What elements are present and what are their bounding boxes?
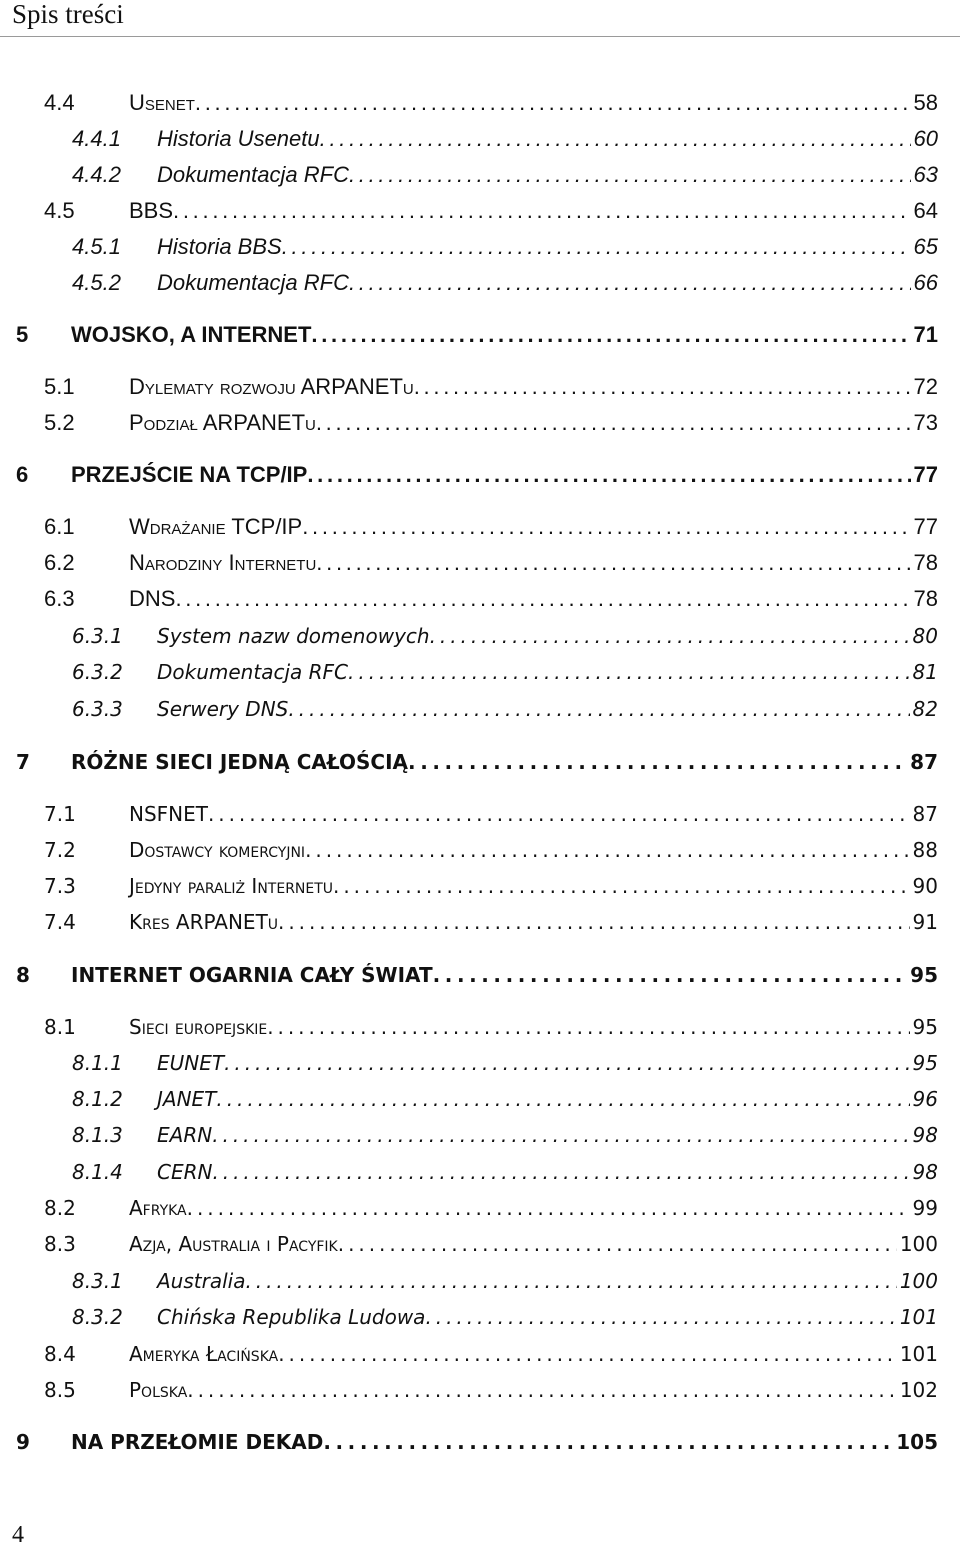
toc-entry-title: Dostawcy komercyjni bbox=[129, 838, 306, 862]
dot-leader bbox=[245, 1269, 896, 1293]
toc-entry-title: Chińska Republika Ludowa bbox=[157, 1305, 426, 1329]
dot-leader bbox=[212, 1160, 909, 1184]
toc-entry-title: Dokumentacja RFC bbox=[157, 270, 349, 295]
toc-entry[interactable] bbox=[0, 1193, 960, 1223]
toc-entry[interactable] bbox=[0, 1084, 960, 1114]
toc-entry-number: 8.3.1 bbox=[72, 1269, 123, 1293]
toc-entry-number: 6.3.1 bbox=[72, 624, 123, 648]
toc-entry-page: 96 bbox=[912, 1087, 938, 1111]
toc-entry-page: 99 bbox=[912, 1196, 938, 1220]
toc-entry[interactable] bbox=[0, 1302, 960, 1332]
toc-entry-title: JANET bbox=[157, 1087, 217, 1111]
toc-entry-title: Dylematy rozwoju ARPANETu bbox=[129, 374, 414, 399]
dot-leader bbox=[433, 963, 908, 987]
toc-entry-title: Wdrażanie TCP/IP bbox=[129, 514, 303, 539]
dot-leader bbox=[348, 660, 910, 684]
dot-leader bbox=[333, 874, 910, 898]
toc-entry-page: 78 bbox=[913, 550, 938, 575]
toc-entry-title: Polska bbox=[129, 1378, 188, 1402]
toc-entry-number: 4.4 bbox=[44, 90, 75, 115]
toc-entry-number: 8.3.2 bbox=[72, 1305, 123, 1329]
toc-entry-number: 7 bbox=[16, 750, 30, 774]
heading-divider bbox=[0, 36, 960, 37]
toc-entry-title: Afryka bbox=[129, 1196, 187, 1220]
dot-leader bbox=[311, 322, 910, 348]
toc-entry-title: Dokumentacja RFC bbox=[157, 162, 349, 187]
toc-entry-title: Ameryka Łacińska bbox=[129, 1342, 279, 1366]
toc-entry-page: 71 bbox=[913, 322, 938, 347]
toc-entry[interactable] bbox=[0, 694, 960, 724]
toc-entry-page: 64 bbox=[913, 198, 938, 223]
toc-entry[interactable] bbox=[0, 657, 960, 687]
toc-entry[interactable] bbox=[0, 268, 960, 298]
toc-entry-page: 95 bbox=[912, 1051, 938, 1075]
toc-entry-title: Serwery DNS bbox=[157, 697, 289, 721]
toc-entry-title: NA PRZEŁOMIE DEKAD bbox=[71, 1430, 324, 1454]
toc-entry-title: Historia BBS bbox=[157, 234, 282, 259]
toc-entry[interactable] bbox=[0, 1120, 960, 1150]
dot-leader bbox=[212, 1123, 909, 1147]
toc-entry[interactable] bbox=[0, 799, 960, 829]
dot-leader bbox=[267, 1015, 909, 1039]
dot-leader bbox=[187, 1378, 897, 1402]
dot-leader bbox=[430, 624, 910, 648]
toc-entry[interactable] bbox=[0, 232, 960, 262]
dot-leader bbox=[175, 586, 910, 612]
toc-entry-title: Historia Usenetu bbox=[157, 126, 320, 151]
toc-entry-number: 7.4 bbox=[44, 910, 76, 934]
toc-entry-page: 82 bbox=[912, 697, 938, 721]
toc-entry[interactable] bbox=[0, 1339, 960, 1369]
toc-entry[interactable] bbox=[0, 196, 960, 226]
toc-entry-number: 8.2 bbox=[44, 1196, 76, 1220]
toc-entry-number: 5.2 bbox=[44, 410, 75, 435]
dot-leader bbox=[349, 162, 911, 188]
toc-entry-number: 5 bbox=[16, 322, 29, 347]
toc-entry[interactable] bbox=[0, 548, 960, 578]
toc-entry-page: 60 bbox=[913, 126, 938, 151]
toc-entry-title: BBS bbox=[129, 198, 174, 223]
toc-entry-title: WOJSKO, A INTERNET bbox=[71, 322, 312, 347]
dot-leader bbox=[408, 750, 907, 774]
toc-entry[interactable] bbox=[0, 460, 960, 490]
toc-entry-title: INTERNET OGARNIA CAŁY ŚWIAT bbox=[71, 963, 433, 987]
toc-entry-number: 7.2 bbox=[44, 838, 76, 862]
toc-entry-page: 80 bbox=[912, 624, 938, 648]
dot-leader bbox=[316, 410, 911, 436]
toc-entry-page: 77 bbox=[913, 462, 938, 487]
toc-entry-title: Australia bbox=[157, 1269, 246, 1293]
toc-entry-title: PRZEJŚCIE NA TCP/IP bbox=[71, 462, 308, 487]
dot-leader bbox=[173, 198, 910, 224]
toc-entry-number: 8.5 bbox=[44, 1378, 76, 1402]
toc-entry-title: Jedyny paraliż Internetu bbox=[129, 874, 334, 898]
dot-leader bbox=[349, 270, 911, 296]
dot-leader bbox=[278, 1342, 897, 1366]
toc-entry-page: 98 bbox=[912, 1160, 938, 1184]
toc-entry[interactable] bbox=[0, 835, 960, 865]
toc-entry-page: 100 bbox=[899, 1269, 938, 1293]
toc-entry-page: 81 bbox=[912, 660, 938, 684]
dot-leader bbox=[288, 697, 909, 721]
toc-entry[interactable] bbox=[0, 1157, 960, 1187]
toc-entry-title: NSFNET bbox=[129, 802, 208, 826]
toc-entry-number: 6.3.2 bbox=[72, 660, 123, 684]
toc-entry-page: 101 bbox=[899, 1342, 938, 1366]
toc-entry-title: Usenet bbox=[129, 90, 195, 115]
toc-entry[interactable] bbox=[0, 408, 960, 438]
toc-entry[interactable] bbox=[0, 871, 960, 901]
toc-entry[interactable] bbox=[0, 1266, 960, 1296]
toc-entry-number: 8.1.3 bbox=[72, 1123, 123, 1147]
dot-leader bbox=[320, 126, 911, 152]
toc-entry[interactable] bbox=[0, 747, 960, 777]
dot-leader bbox=[305, 838, 909, 862]
dot-leader bbox=[195, 90, 911, 116]
toc-entry-title: EARN bbox=[157, 1123, 213, 1147]
toc-entry[interactable] bbox=[0, 160, 960, 190]
toc-entry[interactable] bbox=[0, 512, 960, 542]
toc-entry-title: Sieci europejskie bbox=[129, 1015, 268, 1039]
toc-entry-page: 98 bbox=[912, 1123, 938, 1147]
toc-entry[interactable] bbox=[0, 124, 960, 154]
toc-entry-page: 90 bbox=[912, 874, 938, 898]
toc-entry[interactable] bbox=[0, 1012, 960, 1042]
toc-entry-title: RÓŻNE SIECI JEDNĄ CAŁOŚCIĄ bbox=[71, 750, 409, 774]
toc-entry[interactable] bbox=[0, 1229, 960, 1259]
toc-entry-page: 95 bbox=[912, 1015, 938, 1039]
toc-entry-number: 6.1 bbox=[44, 514, 75, 539]
toc-entry-number: 8.1.4 bbox=[72, 1160, 123, 1184]
toc-entry[interactable] bbox=[0, 960, 960, 990]
toc-entry-page: 100 bbox=[899, 1232, 938, 1256]
toc-entry-number: 6.2 bbox=[44, 550, 75, 575]
dot-leader bbox=[208, 802, 910, 826]
toc-entry-page: 88 bbox=[912, 838, 938, 862]
dot-leader bbox=[224, 1051, 909, 1075]
toc-entry-page: 65 bbox=[913, 234, 938, 259]
toc-entry-page: 77 bbox=[913, 514, 938, 539]
toc-entry-page: 63 bbox=[913, 162, 938, 187]
dot-leader bbox=[187, 1196, 910, 1220]
toc-entry[interactable] bbox=[0, 621, 960, 651]
dot-leader bbox=[282, 234, 911, 260]
toc-entry-page: 91 bbox=[912, 910, 938, 934]
dot-leader bbox=[302, 514, 910, 540]
toc-entry-number: 6.3.3 bbox=[72, 697, 123, 721]
toc-entry-number: 4.4.1 bbox=[72, 126, 121, 151]
toc-entry-number: 8.1.1 bbox=[72, 1051, 123, 1075]
toc-entry-number: 7.3 bbox=[44, 874, 76, 898]
toc-entry-page: 105 bbox=[896, 1430, 938, 1454]
dot-leader bbox=[323, 1430, 893, 1454]
toc-entry[interactable] bbox=[0, 584, 960, 614]
dot-leader bbox=[307, 462, 910, 488]
toc-entry[interactable] bbox=[0, 320, 960, 350]
toc-entry-page: 58 bbox=[913, 90, 938, 115]
toc-entry-number: 4.5 bbox=[44, 198, 75, 223]
toc-entry-number: 6.3 bbox=[44, 586, 75, 611]
toc-entry-title: Narodziny Internetu bbox=[129, 550, 317, 575]
dot-leader bbox=[278, 910, 910, 934]
toc-entry-number: 8.1.2 bbox=[72, 1087, 123, 1111]
toc-entry-page: 66 bbox=[913, 270, 938, 295]
toc-entry-title: Kres ARPANETu bbox=[129, 910, 279, 934]
toc-entry-number: 4.5.2 bbox=[72, 270, 121, 295]
toc-entry-number: 5.1 bbox=[44, 374, 75, 399]
toc-entry-number: 8.4 bbox=[44, 1342, 76, 1366]
dot-leader bbox=[414, 374, 911, 400]
dot-leader bbox=[216, 1087, 909, 1111]
toc-entry-title: Azja, Australia i Pacyfik bbox=[129, 1232, 338, 1256]
toc-entry-number: 8 bbox=[16, 963, 30, 987]
toc-entry-number: 8.3 bbox=[44, 1232, 76, 1256]
toc-entry-title: CERN bbox=[157, 1160, 213, 1184]
toc-entry-page: 101 bbox=[899, 1305, 938, 1329]
toc-entry-page: 102 bbox=[899, 1378, 938, 1402]
toc-entry[interactable] bbox=[0, 88, 960, 118]
toc-entry-page: 73 bbox=[913, 410, 938, 435]
toc-entry-number: 4.5.1 bbox=[72, 234, 121, 259]
toc-entry-number: 4.4.2 bbox=[72, 162, 121, 187]
dot-leader bbox=[425, 1305, 896, 1329]
toc-entry-number: 6 bbox=[16, 462, 29, 487]
toc-entry-title: EUNET bbox=[157, 1051, 225, 1075]
toc-entry-title: Dokumentacja RFC bbox=[157, 660, 348, 684]
toc-entry-page: 87 bbox=[912, 802, 938, 826]
page-heading: Spis treści bbox=[12, 0, 124, 29]
toc-entry-number: 9 bbox=[16, 1430, 30, 1454]
toc-entry[interactable] bbox=[0, 1427, 960, 1457]
toc-entry-title: Podział ARPANETu bbox=[129, 410, 316, 435]
toc-entry-page: 87 bbox=[910, 750, 938, 774]
toc-entry[interactable] bbox=[0, 1375, 960, 1405]
dot-leader bbox=[338, 1232, 897, 1256]
toc-entry-title: System nazw domenowych bbox=[157, 624, 430, 648]
dot-leader bbox=[316, 550, 910, 576]
toc-entry-page: 78 bbox=[913, 586, 938, 611]
page-number: 4 bbox=[12, 1522, 24, 1548]
toc-entry-page: 95 bbox=[910, 963, 938, 987]
toc-entry-number: 8.1 bbox=[44, 1015, 76, 1039]
toc-entry[interactable] bbox=[0, 1048, 960, 1078]
toc-entry-number: 7.1 bbox=[44, 802, 76, 826]
toc-entry-title: DNS bbox=[129, 586, 176, 611]
toc-entry-page: 72 bbox=[913, 374, 938, 399]
toc-entry[interactable] bbox=[0, 372, 960, 402]
toc-entry[interactable] bbox=[0, 907, 960, 937]
